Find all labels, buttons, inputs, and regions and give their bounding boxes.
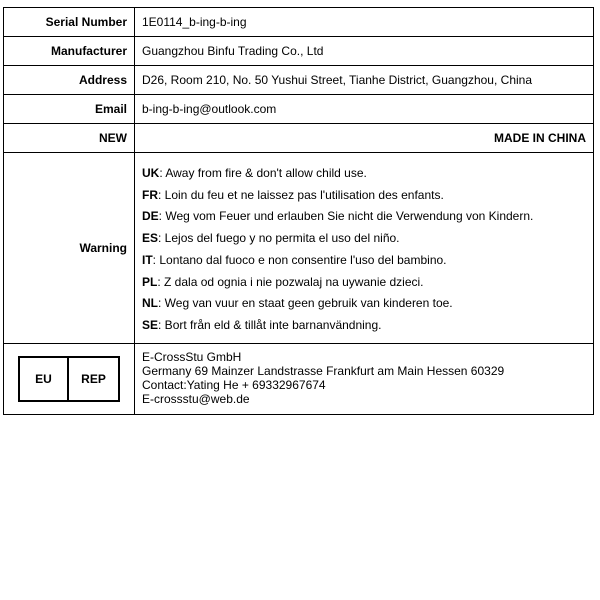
warning-line-fr [142, 185, 586, 207]
condition-label: NEW [4, 124, 135, 153]
warning-text: : Weg van vuur en staat geen gebruik van kinderen toe. [158, 296, 453, 311]
warning-text: : Weg vom Feuer und erlauben Sie nicht die Verwendung von Kindern. [158, 209, 534, 224]
warning-lang-code: UK [142, 166, 160, 180]
warning-lang-code: SE [142, 317, 159, 332]
eu-rep-symbol-eu: EU [20, 358, 69, 400]
warning-lang-code: DE [142, 209, 159, 224]
warning-line-se [142, 315, 586, 337]
serial-number-label: Serial Number [4, 8, 135, 37]
manufacturer-label: Manufacturer [4, 37, 135, 66]
warning-text: : Loin du feu et ne laissez pas l'utilisation des enfants. [158, 187, 444, 202]
address-label: Address [4, 66, 135, 95]
warning-text-cell [135, 153, 594, 344]
address-row [4, 66, 594, 95]
warning-line-es [142, 228, 586, 250]
address-value: D26, Room 210, No. 50 Yushui Street, Tianhe District, Guangzhou, China [135, 66, 594, 95]
condition-row [4, 124, 594, 153]
email-value: b-ing-b-ing@outlook.com [135, 95, 594, 124]
product-label-table [3, 7, 594, 415]
warning-text: : Lejos del fuego y no permita el uso del niño. [158, 231, 400, 246]
warning-line-uk [142, 163, 586, 185]
manufacturer-row [4, 37, 594, 66]
warning-row [4, 153, 594, 344]
email-row [4, 95, 594, 124]
eu-rep-symbol-rep: REP [81, 371, 106, 386]
warning-lang-code: ES [142, 231, 159, 246]
eu-rep-info [135, 343, 594, 414]
origin-value: MADE IN CHINA [135, 124, 594, 153]
warning-text: : Lontano dal fuoco e non consentire l'uso del bambino. [152, 252, 447, 267]
warning-text: : Away from fire & don't allow child use. [159, 166, 367, 180]
warning-text: : Z dala od ognia i nie pozwalaj na uywanie dzieci. [157, 274, 424, 289]
warning-line-nl [142, 293, 586, 315]
warning-text: : Bort från eld & tillåt inte barnanvändning. [158, 317, 382, 332]
warning-line-de [142, 206, 586, 228]
eu-rep-symbol-cell [4, 343, 135, 414]
warning-line-pl [142, 272, 586, 294]
serial-number-row [4, 8, 594, 37]
warning-lang-code: NL [142, 296, 158, 311]
warning-lang-code: IT [142, 252, 153, 267]
warning-label: Warning [4, 153, 135, 344]
eu-rep-email: E-crossstu@web.de [142, 391, 250, 406]
manufacturer-value: Guangzhou Binfu Trading Co., Ltd [135, 37, 594, 66]
warning-lang-code: FR [142, 187, 158, 202]
eu-rep-address: Germany 69 Mainzer Landstrasse Frankfurt am Main Hessen 60329 [142, 363, 505, 378]
eu-rep-row [4, 343, 594, 414]
serial-number-value: 1E0114_b-ing-b-ing [135, 8, 594, 37]
email-label: Email [4, 95, 135, 124]
warning-line-it [142, 250, 586, 272]
eu-rep-symbol [18, 356, 120, 402]
warning-lang-code: PL [142, 274, 158, 289]
eu-rep-company: E-CrossStu GmbH [142, 349, 242, 364]
eu-rep-contact: Contact:Yating He + 69332967674 [142, 377, 326, 392]
